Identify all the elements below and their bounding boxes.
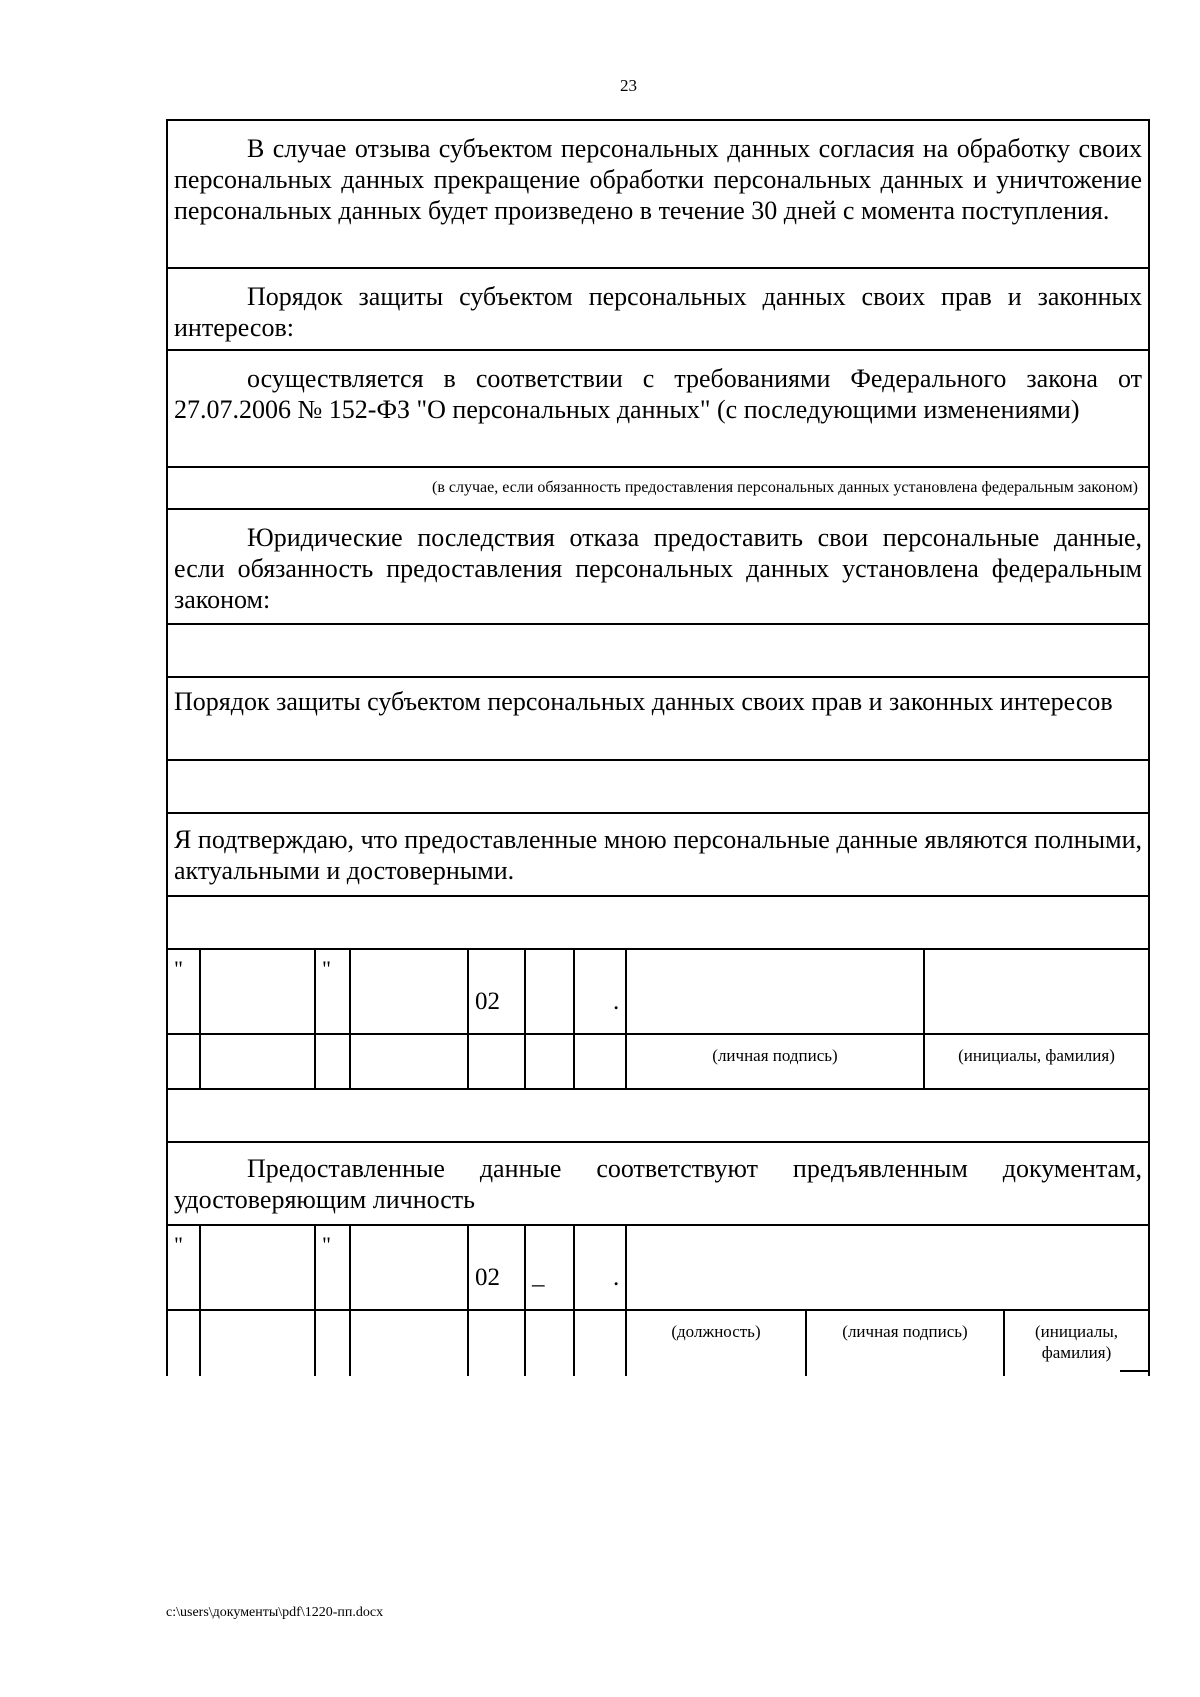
sig2-signature-caption: (личная подпись): [807, 1311, 1005, 1376]
sig1-dot-cell: [575, 950, 627, 1033]
page-number: 23: [620, 76, 637, 95]
protection-order-2-answer-row[interactable]: [168, 761, 1148, 814]
sig2-cap-empty-5: [469, 1311, 526, 1376]
consent-form-table: [166, 119, 1150, 1376]
sig1-cap-empty-4: [351, 1035, 469, 1088]
footer-file-path: c:\users\документы\pdf\1220-пп.docx: [166, 1605, 384, 1620]
sig2-cap-empty-6: [526, 1311, 575, 1376]
protection-order-2-row: [168, 678, 1148, 761]
sig2-dot-cell: [575, 1226, 627, 1309]
sig2-cap-empty-2: [201, 1311, 316, 1376]
sig1-cap-empty-3: [316, 1035, 351, 1088]
sig2-day-field[interactable]: [201, 1226, 316, 1309]
protection-note-row: [168, 468, 1148, 510]
signature1-caption-row: [168, 1035, 1148, 1090]
withdrawal-text: В случае отзыва субъектом персональных данных согласия на обработку своих персональных данных прекращение обработки персональных данных и уничтожение персональных данных будет произведено в течение 30 дней с момента поступления.: [174, 134, 1142, 225]
sig1-signature-field[interactable]: [627, 950, 925, 1033]
docs-match-text: Предоставленные данные соответствуют предъявленным документам, удостоверяющим личность: [174, 1154, 1142, 1214]
sig2-position-caption: (должность): [627, 1311, 807, 1376]
sig1-quote-open-cell: [168, 950, 201, 1033]
legal-consequences-row: [168, 510, 1148, 625]
protection-note-text: (в случае, если обязанность предоставления персональных данных установлена федеральным законом): [432, 479, 1138, 496]
sig1-cap-empty-5: [469, 1035, 526, 1088]
sig2-year-underscore: _: [532, 1262, 545, 1289]
sig2-name-caption: (инициалы, фамилия): [1035, 1322, 1118, 1362]
protection-order-row: [168, 269, 1148, 351]
sig1-quote-close: ": [322, 956, 331, 981]
sig1-signature-caption: (личная подпись): [627, 1035, 925, 1088]
sig1-cap-empty-7: [575, 1035, 627, 1088]
sig2-quote-open-cell: [168, 1226, 201, 1309]
legal-consequences-text: Юридические последствия отказа предоставить свои персональные данные, если обязанность предоставления персональных данных установлена федеральным законом:: [174, 523, 1142, 614]
sig1-quote-open: ": [174, 956, 183, 981]
confirm-row: [168, 814, 1148, 897]
table-end-line: [1120, 1370, 1148, 1372]
sig1-year-field[interactable]: [526, 950, 575, 1033]
withdrawal-row: [168, 121, 1148, 269]
sig2-year-prefix-cell: [469, 1226, 526, 1309]
sig2-quote-close-cell: [316, 1226, 351, 1309]
sig2-cap-empty-3: [316, 1311, 351, 1376]
sig1-year-prefix-cell: [469, 950, 526, 1033]
spacer-row-1: [168, 897, 1148, 950]
signature2-row: [168, 1226, 1148, 1311]
sig2-year-prefix: 02: [475, 1264, 500, 1291]
sig1-year-prefix: 02: [475, 988, 500, 1015]
sig1-dot: .: [613, 988, 620, 1015]
sig1-month-field[interactable]: [351, 950, 469, 1033]
sig2-quote-close: ": [322, 1232, 331, 1257]
sig2-cap-empty-1: [168, 1311, 201, 1376]
sig2-dot: .: [613, 1264, 620, 1291]
confirm-text: Я подтверждаю, что предоставленные мною персональные данные являются полными, актуальными и достоверными.: [174, 825, 1142, 885]
docs-match-row: [168, 1143, 1148, 1226]
sig2-year-field[interactable]: [526, 1226, 575, 1309]
protection-order-text: Порядок защиты субъектом персональных данных своих прав и законных интересов:: [174, 282, 1142, 342]
sig1-name-caption: (инициалы, фамилия): [958, 1046, 1115, 1065]
protection-value-row: [168, 351, 1148, 468]
sig1-name-field[interactable]: [925, 950, 1148, 1033]
protection-value-text: осуществляется в соответствии с требованиями Федерального закона от 27.07.2006 № 152-ФЗ "О персональных данных" (с последующими изменениями): [174, 364, 1142, 424]
sig2-cap-empty-7: [575, 1311, 627, 1376]
legal-consequences-answer-row[interactable]: [168, 625, 1148, 678]
protection-order-2-text: Порядок защиты субъектом персональных данных своих прав и законных интересов: [174, 687, 1113, 716]
signature2-caption-row: [168, 1311, 1148, 1376]
signature1-row: [168, 950, 1148, 1035]
sig1-quote-close-cell: [316, 950, 351, 1033]
sig1-day-field[interactable]: [201, 950, 316, 1033]
sig1-cap-empty-6: [526, 1035, 575, 1088]
sig2-signature-area[interactable]: [627, 1226, 1148, 1309]
sig1-cap-empty-1: [168, 1035, 201, 1088]
sig2-cap-empty-4: [351, 1311, 469, 1376]
spacer-row-2: [168, 1090, 1148, 1143]
sig2-quote-open: ": [174, 1232, 183, 1257]
sig1-cap-empty-2: [201, 1035, 316, 1088]
sig2-month-field[interactable]: [351, 1226, 469, 1309]
